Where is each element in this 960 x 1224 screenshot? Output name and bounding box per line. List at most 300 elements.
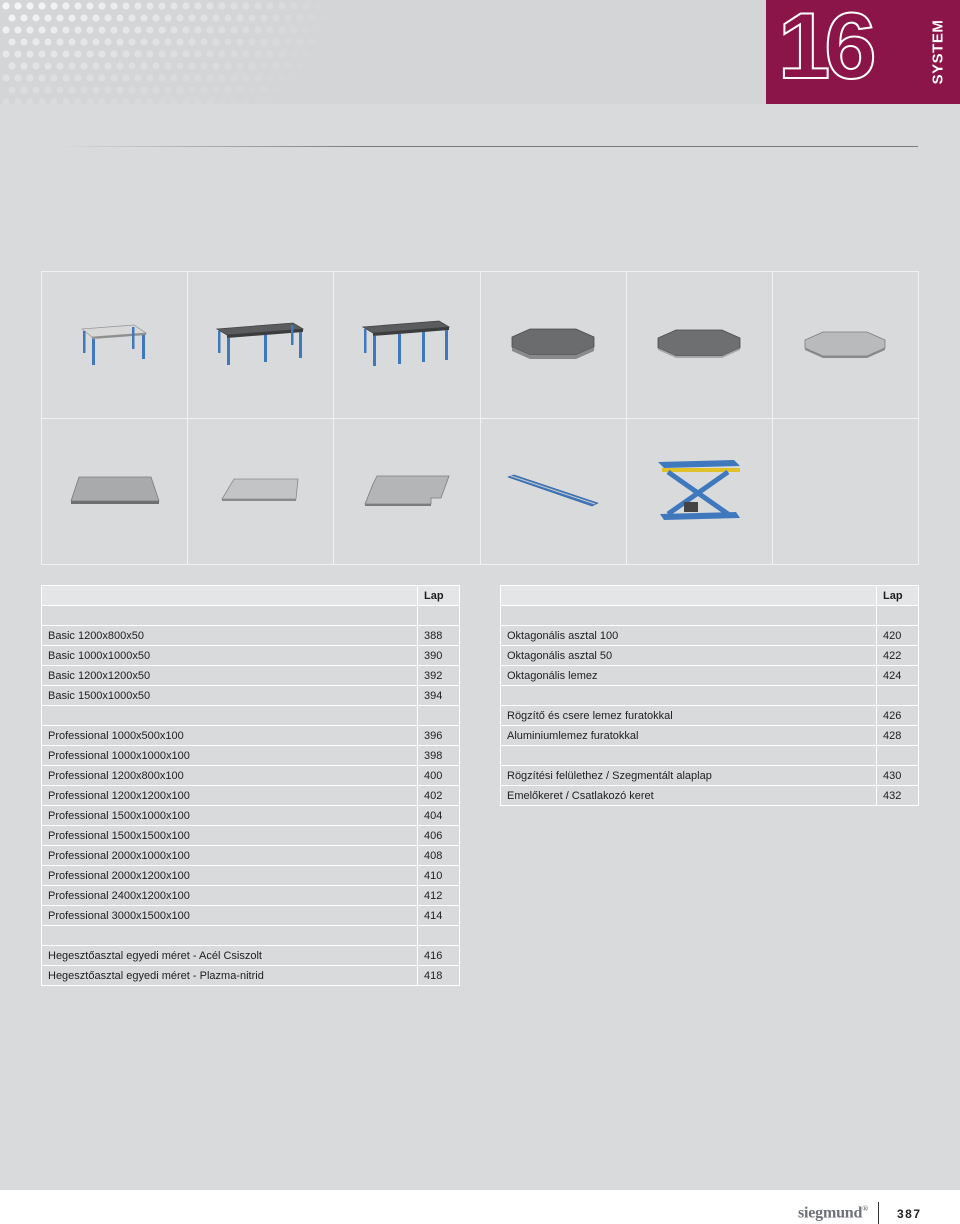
product-name: Professional 2400x1200x100	[42, 886, 418, 906]
pattern-dot	[122, 2, 129, 9]
pattern-dot	[176, 62, 183, 69]
page-reference: 432	[877, 786, 919, 806]
pattern-dot	[290, 50, 297, 57]
product-name: Professional 1000x500x100	[42, 726, 418, 746]
pattern-dot	[98, 74, 105, 81]
pattern-dot	[194, 26, 201, 33]
pattern-dot	[92, 14, 99, 21]
product-name: Professional 3000x1500x100	[42, 906, 418, 926]
product-name: Oktagonális lemez	[501, 666, 877, 686]
product-name: Aluminiumlemez furatokkal	[501, 726, 877, 746]
pattern-dot	[134, 2, 141, 9]
page-reference: 418	[418, 966, 460, 986]
page-reference	[418, 706, 460, 726]
pattern-dot	[218, 50, 225, 57]
pattern-dot	[182, 2, 189, 9]
pattern-dot	[32, 62, 39, 69]
rectangular-table-8-legs-icon	[361, 319, 453, 371]
table-row[interactable]	[42, 946, 460, 966]
pattern-dot	[296, 38, 303, 45]
table-row[interactable]	[42, 966, 460, 986]
page-reference	[418, 606, 460, 626]
pattern-dot	[50, 98, 57, 104]
pattern-dot	[170, 2, 177, 9]
pattern-dot	[38, 98, 45, 104]
pattern-dot	[260, 86, 267, 93]
pattern-dot	[62, 26, 69, 33]
pattern-dot	[26, 50, 33, 57]
table-row[interactable]	[501, 786, 919, 806]
page-reference: 394	[418, 686, 460, 706]
pattern-dot	[20, 38, 27, 45]
product-cell[interactable]	[627, 419, 773, 566]
product-cell[interactable]	[481, 419, 627, 566]
page-number: 387	[897, 1207, 922, 1221]
table-row[interactable]	[42, 846, 460, 866]
table-row[interactable]	[42, 746, 460, 766]
product-name: Professional 1000x1000x100	[42, 746, 418, 766]
pattern-dot	[272, 86, 279, 93]
pattern-dot	[248, 62, 255, 69]
pattern-dot	[284, 14, 291, 21]
pattern-dot	[38, 26, 45, 33]
page-reference: 430	[877, 766, 919, 786]
header-page-cell: Lap	[418, 586, 460, 606]
pattern-dot	[212, 62, 219, 69]
page-reference: 416	[418, 946, 460, 966]
page-reference: 410	[418, 866, 460, 886]
pattern-dot	[122, 26, 129, 33]
pattern-dot	[86, 98, 93, 104]
pattern-dot	[158, 50, 165, 57]
table-row[interactable]	[42, 626, 460, 646]
pattern-dot	[146, 2, 153, 9]
pattern-dot	[128, 62, 135, 69]
page-reference	[877, 746, 919, 766]
pattern-dot	[20, 14, 27, 21]
chapter-badge	[766, 0, 960, 104]
product-cell[interactable]	[188, 419, 334, 566]
page-reference: 406	[418, 826, 460, 846]
table-row[interactable]	[501, 626, 919, 646]
product-image-grid	[41, 271, 919, 565]
pattern-dot	[14, 50, 21, 57]
pattern-dot	[212, 86, 219, 93]
pattern-dot	[302, 26, 309, 33]
pattern-dot	[50, 50, 57, 57]
pattern-dot	[56, 86, 63, 93]
pattern-dot	[170, 26, 177, 33]
pattern-dot	[176, 38, 183, 45]
pattern-dot	[74, 2, 81, 9]
page-reference: 400	[418, 766, 460, 786]
aluminium-plate-icon	[220, 477, 302, 505]
rectangular-table-6-legs-icon	[215, 321, 307, 369]
pattern-dot	[248, 14, 255, 21]
product-name: Rögzítő és csere lemez furatokkal	[501, 706, 877, 726]
perforated-plate-icon	[69, 475, 161, 507]
pattern-dot	[188, 62, 195, 69]
header-name-cell	[42, 586, 418, 606]
pattern-dot	[116, 38, 123, 45]
pattern-dot	[62, 2, 69, 9]
pattern-dot	[176, 14, 183, 21]
table-row[interactable]	[501, 726, 919, 746]
segmented-base-plate-icon	[361, 474, 453, 508]
page-reference: 404	[418, 806, 460, 826]
pattern-dot	[104, 62, 111, 69]
table-row	[501, 746, 919, 766]
product-name	[42, 926, 418, 946]
pattern-dot	[80, 38, 87, 45]
pattern-dot	[110, 2, 117, 9]
connecting-frame-icon	[506, 473, 600, 509]
product-name	[42, 606, 418, 626]
table-row[interactable]	[42, 726, 460, 746]
pattern-dot	[236, 62, 243, 69]
table-row[interactable]	[42, 646, 460, 666]
pattern-dot	[74, 74, 81, 81]
pattern-dot	[26, 74, 33, 81]
product-list-right	[500, 585, 919, 806]
table-row	[42, 606, 460, 626]
pattern-dot	[62, 50, 69, 57]
pattern-dot	[110, 26, 117, 33]
pattern-dot	[140, 38, 147, 45]
product-cell[interactable]	[42, 272, 188, 419]
pattern-dot	[230, 2, 237, 9]
pattern-dot	[218, 2, 225, 9]
page-reference: 408	[418, 846, 460, 866]
table-header-row	[42, 586, 460, 606]
pattern-dot	[248, 38, 255, 45]
table-row[interactable]	[42, 786, 460, 806]
pattern-dot	[260, 62, 267, 69]
pattern-dot	[218, 98, 225, 104]
pattern-dot	[308, 14, 315, 21]
product-name: Professional 2000x1200x100	[42, 866, 418, 886]
pattern-dot	[266, 98, 273, 104]
pattern-dot	[314, 2, 321, 9]
pattern-dot	[8, 62, 15, 69]
pattern-dot	[122, 74, 129, 81]
pattern-dot	[206, 2, 213, 9]
footer-separator	[878, 1202, 879, 1224]
pattern-dot	[230, 50, 237, 57]
pattern-dot	[266, 74, 273, 81]
pattern-dot	[254, 26, 261, 33]
pattern-dot	[242, 98, 249, 104]
pattern-dot	[68, 38, 75, 45]
table-header-row	[501, 586, 919, 606]
table-row[interactable]	[501, 706, 919, 726]
pattern-dot	[296, 14, 303, 21]
octagonal-plate-icon	[803, 330, 887, 360]
pattern-dot	[74, 98, 81, 104]
product-name: Rögzítési felülethez / Szegmentált alaplap	[501, 766, 877, 786]
pattern-dot	[302, 2, 309, 9]
page-reference: 388	[418, 626, 460, 646]
table-row[interactable]	[42, 906, 460, 926]
pattern-dot	[134, 98, 141, 104]
header-divider	[62, 146, 918, 147]
table-row[interactable]	[42, 666, 460, 686]
pattern-dot	[122, 98, 129, 104]
product-cell[interactable]	[627, 272, 773, 419]
pattern-dot	[116, 86, 123, 93]
product-name: Basic 1200x800x50	[42, 626, 418, 646]
pattern-dot	[206, 98, 213, 104]
pattern-dot	[182, 98, 189, 104]
product-cell[interactable]	[481, 272, 627, 419]
pattern-dot	[278, 26, 285, 33]
page-reference: 422	[877, 646, 919, 666]
pattern-dot	[56, 62, 63, 69]
pattern-dot	[80, 86, 87, 93]
pattern-dot	[68, 62, 75, 69]
product-name	[501, 686, 877, 706]
pattern-dot	[80, 62, 87, 69]
pattern-dot	[320, 14, 327, 21]
pattern-dot	[26, 98, 33, 104]
pattern-dot	[212, 38, 219, 45]
pattern-dot	[170, 50, 177, 57]
pattern-dot	[278, 74, 285, 81]
table-row	[42, 706, 460, 726]
lifting-frame-icon	[654, 458, 744, 524]
pattern-dot	[110, 50, 117, 57]
page-reference: 390	[418, 646, 460, 666]
pattern-dot	[152, 62, 159, 69]
table-row[interactable]	[501, 646, 919, 666]
pattern-dot	[230, 98, 237, 104]
product-cell[interactable]	[188, 272, 334, 419]
table-row[interactable]	[42, 886, 460, 906]
product-cell[interactable]	[334, 272, 480, 419]
pattern-dot	[176, 86, 183, 93]
pattern-dot	[92, 38, 99, 45]
product-name: Professional 1200x1200x100	[42, 786, 418, 806]
pattern-dot	[98, 98, 105, 104]
pattern-dot	[74, 26, 81, 33]
pattern-dot	[194, 50, 201, 57]
pattern-dot	[206, 50, 213, 57]
pattern-dot	[116, 14, 123, 21]
product-name: Professional 1200x800x100	[42, 766, 418, 786]
pattern-dot	[242, 74, 249, 81]
pattern-dot	[2, 26, 9, 33]
pattern-dot	[2, 2, 9, 9]
pattern-dot	[206, 74, 213, 81]
pattern-dot	[128, 86, 135, 93]
pattern-dot	[2, 50, 9, 57]
pattern-dot	[164, 14, 171, 21]
pattern-dot	[266, 50, 273, 57]
page-reference	[877, 606, 919, 626]
product-name: Professional 1500x1500x100	[42, 826, 418, 846]
table-row[interactable]	[42, 806, 460, 826]
page-reference: 402	[418, 786, 460, 806]
product-cell[interactable]	[773, 272, 919, 419]
pattern-dot	[170, 74, 177, 81]
product-name: Oktagonális asztal 50	[501, 646, 877, 666]
pattern-dot	[242, 26, 249, 33]
pattern-dot	[158, 26, 165, 33]
product-name	[42, 706, 418, 726]
pattern-dot	[128, 38, 135, 45]
pattern-dot	[272, 14, 279, 21]
pattern-dot	[44, 38, 51, 45]
pattern-dot	[122, 50, 129, 57]
brand-logo: siegmund®	[798, 1204, 868, 1222]
product-list-left	[41, 585, 460, 986]
pattern-dot	[32, 86, 39, 93]
product-cell[interactable]	[334, 419, 480, 566]
pattern-dot	[230, 74, 237, 81]
pattern-dot	[140, 14, 147, 21]
product-name: Hegesztőasztal egyedi méret - Acél Csiszolt	[42, 946, 418, 966]
pattern-dot	[164, 62, 171, 69]
pattern-dot	[38, 2, 45, 9]
pattern-dot	[152, 14, 159, 21]
page-reference: 426	[877, 706, 919, 726]
pattern-dot	[8, 38, 15, 45]
product-cell[interactable]	[42, 419, 188, 566]
page-reference: 414	[418, 906, 460, 926]
pattern-dot	[92, 62, 99, 69]
pattern-dot	[224, 14, 231, 21]
page-reference: 428	[877, 726, 919, 746]
product-name: Hegesztőasztal egyedi méret - Plazma-nitrid	[42, 966, 418, 986]
pattern-dot	[128, 14, 135, 21]
page-reference: 420	[877, 626, 919, 646]
pattern-dot	[26, 2, 33, 9]
pattern-dot	[188, 14, 195, 21]
pattern-dot	[146, 50, 153, 57]
product-name: Basic 1200x1200x50	[42, 666, 418, 686]
pattern-dot	[254, 50, 261, 57]
table-row[interactable]	[42, 766, 460, 786]
pattern-dot	[50, 74, 57, 81]
pattern-dot	[254, 74, 261, 81]
pattern-dot	[236, 86, 243, 93]
pattern-dot	[284, 38, 291, 45]
pattern-dot	[290, 2, 297, 9]
pattern-dot	[236, 38, 243, 45]
pattern-dot	[38, 74, 45, 81]
pattern-dot	[218, 74, 225, 81]
product-name	[501, 606, 877, 626]
pattern-dot	[182, 74, 189, 81]
pattern-dot	[182, 26, 189, 33]
pattern-dot	[266, 26, 273, 33]
page-reference: 392	[418, 666, 460, 686]
pattern-dot	[242, 50, 249, 57]
pattern-dot	[146, 74, 153, 81]
pattern-dot	[170, 98, 177, 104]
pattern-dot	[56, 38, 63, 45]
table-row	[42, 926, 460, 946]
product-name: Basic 1000x1000x50	[42, 646, 418, 666]
pattern-dot	[224, 86, 231, 93]
pattern-dot	[224, 62, 231, 69]
pattern-dot	[164, 86, 171, 93]
product-cell-empty	[773, 419, 919, 566]
product-name	[501, 746, 877, 766]
pattern-dot	[194, 2, 201, 9]
pattern-dot	[110, 98, 117, 104]
pattern-dot	[308, 38, 315, 45]
product-name: Basic 1500x1000x50	[42, 686, 418, 706]
pattern-dot	[290, 26, 297, 33]
pattern-dot	[140, 86, 147, 93]
pattern-dot	[266, 2, 273, 9]
pattern-dot	[116, 62, 123, 69]
pattern-dot	[290, 74, 297, 81]
table-row[interactable]	[501, 666, 919, 686]
pattern-dot	[86, 50, 93, 57]
pattern-dot	[284, 62, 291, 69]
pattern-dot	[98, 2, 105, 9]
pattern-dot	[188, 86, 195, 93]
rectangular-table-4-legs-icon	[80, 321, 150, 369]
table-row[interactable]	[501, 766, 919, 786]
table-row[interactable]	[42, 866, 460, 886]
table-row[interactable]	[42, 686, 460, 706]
pattern-dot	[134, 50, 141, 57]
pattern-dot	[14, 26, 21, 33]
pattern-dot	[44, 14, 51, 21]
pattern-dot	[158, 98, 165, 104]
pattern-dot	[98, 50, 105, 57]
pattern-dot	[2, 74, 9, 81]
pattern-dot	[104, 38, 111, 45]
octagonal-table-50-icon	[656, 328, 742, 362]
pattern-dot	[200, 86, 207, 93]
pattern-dot	[104, 86, 111, 93]
pattern-dot	[194, 98, 201, 104]
pattern-dot	[14, 98, 21, 104]
pattern-dot	[182, 50, 189, 57]
product-name: Professional 2000x1000x100	[42, 846, 418, 866]
pattern-dot	[14, 74, 21, 81]
pattern-dot	[38, 50, 45, 57]
pattern-dot	[86, 74, 93, 81]
pattern-dot	[242, 2, 249, 9]
page-reference: 398	[418, 746, 460, 766]
pattern-dot	[254, 98, 261, 104]
dot-pattern-decoration	[0, 0, 360, 104]
pattern-dot	[158, 2, 165, 9]
pattern-dot	[164, 38, 171, 45]
table-row[interactable]	[42, 826, 460, 846]
table-row	[501, 686, 919, 706]
pattern-dot	[140, 62, 147, 69]
pattern-dot	[134, 74, 141, 81]
pattern-dot	[14, 2, 21, 9]
chapter-number: 16	[778, 0, 871, 98]
pattern-dot	[260, 38, 267, 45]
pattern-dot	[32, 38, 39, 45]
pattern-dot	[206, 26, 213, 33]
pattern-dot	[296, 62, 303, 69]
pattern-dot	[224, 38, 231, 45]
pattern-dot	[248, 86, 255, 93]
pattern-dot	[104, 14, 111, 21]
pattern-dot	[110, 74, 117, 81]
pattern-dot	[254, 2, 261, 9]
pattern-dot	[32, 14, 39, 21]
